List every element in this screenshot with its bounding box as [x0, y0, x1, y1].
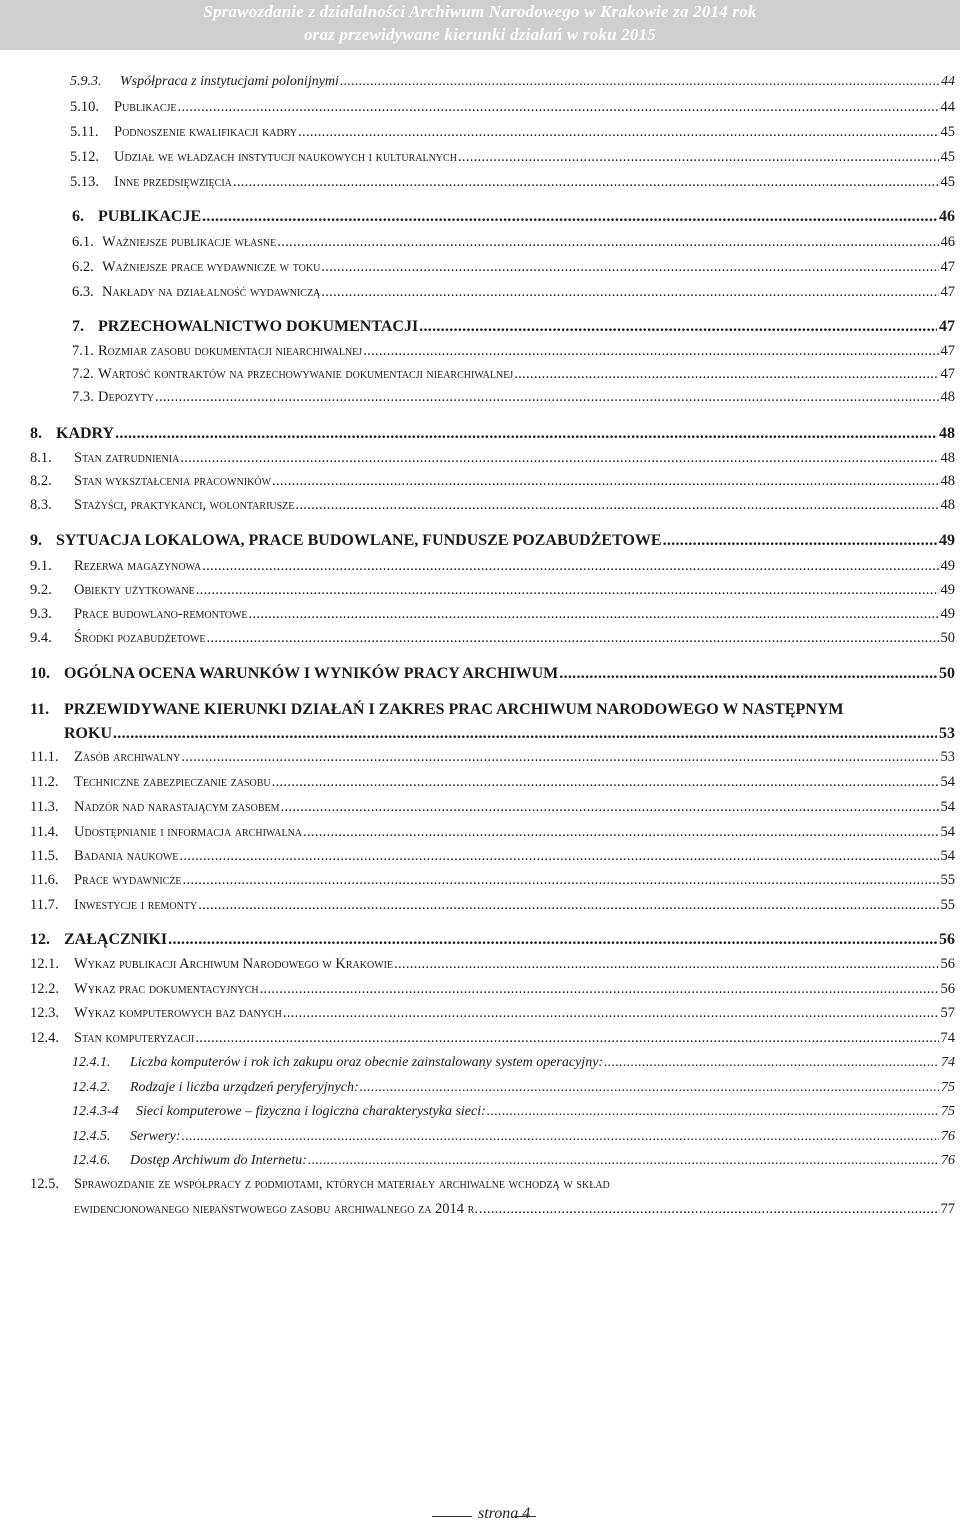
toc-entry-page: 77 — [940, 1201, 955, 1217]
toc-entry-page: 57 — [940, 1005, 955, 1021]
toc-leader-dots — [604, 1055, 939, 1071]
toc-leader-dots — [321, 284, 938, 301]
toc-entry-number: 12. — [30, 931, 50, 948]
toc-entry[interactable] — [72, 281, 955, 301]
header-title-line2: oraz przewidywane kierunki działań w roku 2015 — [303, 25, 657, 44]
toc-entry-number: 6.1. — [72, 234, 94, 250]
toc-entry-title: Rezerwa magazynowa — [74, 558, 202, 574]
toc-entry-title: Stan zatrudnienia — [74, 450, 180, 466]
toc-leader-dots — [183, 872, 939, 889]
toc-entry[interactable] — [30, 579, 955, 599]
toc-entry-number: 12.1. — [30, 956, 59, 972]
toc-entry[interactable] — [72, 386, 955, 406]
toc-leader-dots — [283, 1005, 939, 1022]
toc-leader-dots — [202, 558, 938, 575]
footer-rule-right — [514, 1516, 536, 1517]
toc-entry[interactable] — [30, 978, 955, 998]
toc-entry-page: 45 — [940, 174, 955, 190]
toc-entry-page: 49 — [940, 606, 955, 622]
toc-entry-number: 9.3. — [30, 606, 52, 622]
toc-entry[interactable] — [30, 603, 955, 623]
toc-entry[interactable] — [72, 256, 955, 276]
toc-entry-page: 50 — [940, 630, 955, 646]
toc-entry-page: 76 — [941, 1129, 955, 1144]
toc-entry-title: Wykaz prac dokumentacyjnych — [74, 981, 259, 997]
toc-entry[interactable] — [30, 845, 955, 865]
toc-entry[interactable] — [30, 929, 955, 949]
toc-entry-page: 47 — [939, 318, 955, 335]
toc-entry-number: 6.2. — [72, 259, 94, 275]
toc-entry-number: 11.6. — [30, 872, 59, 888]
toc-entry-number: 12.3. — [30, 1005, 59, 1021]
toc-entry-page: 56 — [940, 956, 955, 972]
toc-entry[interactable] — [30, 771, 955, 791]
toc-entry-number: 9. — [30, 532, 42, 549]
toc-entry-page: 48 — [939, 425, 955, 442]
toc-entry-title: Publikacje — [114, 99, 177, 115]
toc-leader-dots — [178, 99, 939, 116]
toc-entry[interactable] — [70, 70, 955, 90]
toc-leader-dots — [487, 1104, 939, 1120]
toc-entry-title: Inne przedsięwzięcia — [114, 174, 232, 190]
toc-entry-page: 56 — [939, 931, 955, 948]
toc-entry-number: 11.1. — [30, 749, 59, 765]
toc-entry[interactable] — [72, 316, 955, 336]
toc-entry[interactable] — [30, 953, 955, 973]
toc-entry[interactable] — [30, 796, 955, 816]
toc-leader-dots — [179, 848, 938, 865]
toc-entry-number: 7. — [72, 318, 84, 335]
toc-leader-dots — [514, 366, 938, 383]
toc-entry-title: Dostęp Archiwum do Internetu: — [130, 1153, 307, 1168]
toc-leader-dots — [182, 1129, 939, 1145]
toc-entry-title: Badania naukowe — [74, 848, 179, 864]
toc-entry-number: 7.2. — [72, 366, 94, 382]
toc-entry-number: 5.11. — [70, 124, 99, 140]
toc-leader-dots — [207, 630, 939, 647]
header-title-line1: Sprawozdanie z działalności Archiwum Narodowego w Krakowie za 2014 rok — [203, 2, 757, 21]
toc-leader-dots — [360, 1080, 939, 1096]
toc-entry-number: 11.4. — [30, 824, 59, 840]
toc-entry-page: 54 — [940, 848, 955, 864]
toc-entry-page: 75 — [941, 1080, 955, 1095]
toc-entry-page: 48 — [940, 497, 955, 513]
toc-leader-dots — [559, 665, 937, 683]
toc-entry[interactable] — [30, 663, 955, 683]
toc-entry-page: 47 — [940, 259, 955, 275]
toc-entry-title: Inwestycje i remonty — [74, 897, 198, 913]
toc-entry[interactable] — [30, 627, 955, 647]
toc-entry-title: Wykaz publikacji Archiwum Narodowego w Krakowie — [74, 956, 394, 972]
toc-entry-page: 44 — [941, 74, 955, 89]
toc-entry-page: 45 — [940, 149, 955, 165]
toc-entry-page: 48 — [940, 450, 955, 466]
toc-leader-dots — [180, 450, 938, 467]
toc-entry-title: Nakłady na działalność wydawniczą — [102, 284, 321, 300]
toc-entry[interactable] — [30, 1173, 610, 1193]
toc-entry-page: 47 — [940, 343, 955, 359]
toc-entry-page: 49 — [939, 532, 955, 549]
toc-entry-page: 56 — [940, 981, 955, 997]
toc-entry[interactable] — [72, 1125, 955, 1145]
toc-entry-number: 11.3. — [30, 799, 59, 815]
toc-entry[interactable] — [30, 821, 955, 841]
toc-entry-page: 47 — [940, 284, 955, 300]
toc-entry-title: PRZEWIDYWANE KIERUNKI DZIAŁAŃ I ZAKRES PRAC ARCHIWUM NARODOWEGO W NASTĘPNYM — [64, 701, 844, 718]
toc-entry-number: 11.5. — [30, 848, 59, 864]
toc-entry-number: 9.1. — [30, 558, 52, 574]
toc-entry-number: 9.2. — [30, 582, 52, 598]
toc-entry-continuation[interactable] — [64, 723, 955, 743]
page-number-label: strona 4 — [478, 1505, 531, 1522]
toc-entry-page: 75 — [941, 1104, 955, 1119]
toc-leader-dots — [155, 389, 938, 406]
toc-leader-dots — [277, 234, 938, 251]
toc-entry-title: Udział we władzach instytucji naukowych i kulturalnych — [114, 149, 457, 165]
toc-entry-number: 11.2. — [30, 774, 59, 790]
toc-entry-number: 5.9.3. — [70, 74, 102, 89]
toc-entry[interactable] — [70, 146, 955, 166]
toc-entry-title: Stan wykształcenia pracowników — [74, 473, 272, 489]
toc-entry-title: Stażyści, praktykanci, wolontariusze — [74, 497, 295, 513]
toc-entry-title: Stan komputeryzacji — [74, 1030, 195, 1046]
toc-entry-title: OGÓLNA OCENA WARUNKÓW I WYNIKÓW PRACY ARCHIWUM — [64, 665, 559, 682]
toc-entry[interactable] — [70, 96, 955, 116]
toc-leader-dots — [308, 1153, 939, 1169]
toc-entry-page: 50 — [939, 665, 955, 682]
toc-leader-dots — [394, 956, 938, 973]
toc-entry-title: Ważniejsze publikacje własne — [102, 234, 277, 250]
toc-entry-number: 7.3. — [72, 389, 94, 405]
toc-entry-page: 53 — [939, 725, 955, 742]
toc-entry-title: Wartość kontraktów na przechowywanie dokumentacji niearchiwalnej — [98, 366, 514, 382]
toc-entry[interactable] — [30, 1027, 955, 1047]
toc-entry-number: 9.4. — [30, 630, 52, 646]
toc-entry-number: 12.4.2. — [72, 1080, 111, 1095]
toc-entry-number: 10. — [30, 665, 50, 682]
toc-entry-page: 48 — [940, 389, 955, 405]
toc-leader-dots — [479, 1201, 939, 1218]
toc-leader-dots — [196, 582, 939, 599]
toc-entry[interactable] — [30, 555, 955, 575]
footer-rule-left — [432, 1516, 472, 1517]
toc-entry-number: 8.1. — [30, 450, 52, 466]
toc-entry-number: 12.4.3-4 — [72, 1104, 119, 1119]
toc-leader-dots — [340, 74, 939, 90]
toc-entry-number: 12.4.6. — [72, 1153, 111, 1168]
toc-entry-page: 44 — [940, 99, 955, 115]
toc-entry-title: Rozmiar zasobu dokumentacji niearchiwalnej — [98, 343, 363, 359]
toc-leader-dots — [298, 124, 938, 141]
toc-entry-title: Środki pozabudżetowe — [74, 630, 206, 646]
toc-entry[interactable] — [72, 1149, 955, 1169]
toc-entry-page: 46 — [939, 208, 955, 225]
toc-entry[interactable] — [30, 470, 955, 490]
toc-leader-dots — [663, 532, 937, 550]
toc-entry-title: Nadzór nad narastającym zasobem — [74, 799, 280, 815]
toc-entry[interactable] — [30, 447, 955, 467]
toc-entry[interactable] — [30, 423, 955, 443]
toc-leader-dots — [249, 606, 939, 623]
toc-entry[interactable] — [70, 121, 955, 141]
toc-entry-title: Ważniejsze prace wydawnicze w toku — [102, 259, 321, 275]
toc-leader-dots — [419, 318, 937, 336]
toc-entry-title: Prace wydawnicze — [74, 872, 182, 888]
toc-entry-title: Wykaz komputerowych baz danych — [74, 1005, 282, 1021]
toc-entry-title-continued: ROKU — [64, 725, 112, 742]
toc-entry-page: 74 — [940, 1030, 955, 1046]
toc-entry-number: 5.13. — [70, 174, 99, 190]
toc-entry-number: 6. — [72, 208, 84, 225]
toc-entry-number: 12.5. — [30, 1176, 59, 1192]
toc-entry-page: 46 — [940, 234, 955, 250]
toc-entry-title: Serwery: — [130, 1129, 181, 1144]
toc-entry[interactable] — [72, 206, 955, 226]
toc-entry[interactable] — [72, 1051, 955, 1071]
toc-leader-dots — [113, 725, 937, 743]
toc-leader-dots — [115, 425, 937, 443]
toc-entry-number: 5.10. — [70, 99, 99, 115]
toc-entry-page: 76 — [941, 1153, 955, 1168]
toc-leader-dots — [458, 149, 939, 166]
toc-entry-number: 6.3. — [72, 284, 94, 300]
toc-entry[interactable] — [72, 363, 955, 383]
toc-leader-dots — [272, 473, 938, 490]
toc-leader-dots — [198, 897, 938, 914]
toc-entry[interactable] — [30, 1002, 955, 1022]
toc-entry[interactable] — [72, 1076, 955, 1096]
toc-leader-dots — [303, 824, 938, 841]
toc-entry-title: Obiekty użytkowane — [74, 582, 195, 598]
toc-leader-dots — [295, 497, 938, 514]
toc-entry-title-continued: ewidencjonowanego niepaństwowego zasobu archiwalnego za 2014 r. — [74, 1201, 478, 1217]
toc-entry-title: Techniczne zabezpieczanie zasobu — [74, 774, 271, 790]
toc-entry[interactable] — [72, 231, 955, 251]
toc-entry-page: 49 — [940, 582, 955, 598]
toc-leader-dots — [202, 208, 937, 226]
toc-entry-title: SYTUACJA LOKALOWA, PRACE BUDOWLANE, FUNDUSZE POZABUDŻETOWE — [56, 532, 662, 549]
toc-entry-title: KADRY — [56, 425, 115, 442]
toc-leader-dots — [321, 259, 938, 276]
toc-entry-page: 47 — [940, 366, 955, 382]
toc-entry-page: 53 — [940, 749, 955, 765]
toc-entry-page: 54 — [940, 824, 955, 840]
toc-entry-title: Sprawozdanie ze współpracy z podmiotami, których materiały archiwalne wchodzą w skład — [74, 1176, 610, 1192]
toc-entry-page: 49 — [940, 558, 955, 574]
toc-leader-dots — [363, 343, 938, 360]
toc-entry-title: Zasób archiwalny — [74, 749, 181, 765]
toc-entry-page: 54 — [940, 799, 955, 815]
toc-leader-dots — [195, 1030, 938, 1047]
toc-entry-continuation[interactable] — [74, 1198, 955, 1218]
toc-entry[interactable] — [72, 340, 955, 360]
toc-entry-title: Podnoszenie kwalifikacji kadry — [114, 124, 298, 140]
toc-entry-title: Sieci komputerowe – fizyczna i logiczna charakterystyka sieci: — [136, 1104, 486, 1119]
toc-entry[interactable] — [30, 746, 955, 766]
toc-entry-title: Liczba komputerów i rok ich zakupu oraz obecnie zainstalowany system operacyjny: — [130, 1055, 604, 1070]
toc-leader-dots — [260, 981, 939, 998]
toc-entry-title: Udostępnianie i informacja archiwalna — [74, 824, 303, 840]
toc-leader-dots — [181, 749, 938, 766]
toc-leader-dots — [233, 174, 939, 191]
toc-entry-title: Współpraca z instytucjami polonijnymi — [120, 74, 339, 89]
toc-entry[interactable] — [70, 171, 955, 191]
toc-entry-number: 12.4.5. — [72, 1129, 111, 1144]
toc-entry-number: 8.2. — [30, 473, 52, 489]
toc-leader-dots — [281, 799, 939, 816]
toc-entry[interactable] — [30, 530, 955, 550]
toc-entry-page: 54 — [940, 774, 955, 790]
toc-entry-title: ZAŁĄCZNIKI — [64, 931, 168, 948]
toc-entry[interactable] — [30, 894, 955, 914]
toc-entry-number: 12.2. — [30, 981, 59, 997]
toc-entry-title: PRZECHOWALNICTWO DOKUMENTACJI — [98, 318, 419, 335]
toc-entry-title: Prace budowlano-remontowe — [74, 606, 248, 622]
toc-entry-number: 12.4.1. — [72, 1055, 111, 1070]
toc-entry-number: 8.3. — [30, 497, 52, 513]
toc-entry[interactable] — [72, 1100, 955, 1120]
toc-entry[interactable] — [30, 699, 843, 719]
toc-entry-page: 55 — [940, 897, 955, 913]
toc-leader-dots — [272, 774, 939, 791]
toc-entry-number: 11. — [30, 701, 50, 718]
toc-entry-title: Rodzaje i liczba urządzeń peryferyjnych: — [130, 1080, 359, 1095]
toc-entry[interactable] — [30, 494, 955, 514]
toc-leader-dots — [168, 931, 937, 949]
toc-entry-number: 5.12. — [70, 149, 99, 165]
toc-entry-title: PUBLIKACJE — [98, 208, 202, 225]
toc-entry-number: 8. — [30, 425, 42, 442]
toc-entry[interactable] — [30, 869, 955, 889]
toc-entry-title: Depozyty — [98, 389, 155, 405]
toc-entry-number: 12.4. — [30, 1030, 59, 1046]
toc-entry-page: 45 — [940, 124, 955, 140]
toc-entry-page: 48 — [940, 473, 955, 489]
toc-entry-page: 74 — [941, 1055, 955, 1070]
toc-entry-page: 55 — [940, 872, 955, 888]
toc-entry-number: 11.7. — [30, 897, 59, 913]
toc-entry-number: 7.1. — [72, 343, 94, 359]
